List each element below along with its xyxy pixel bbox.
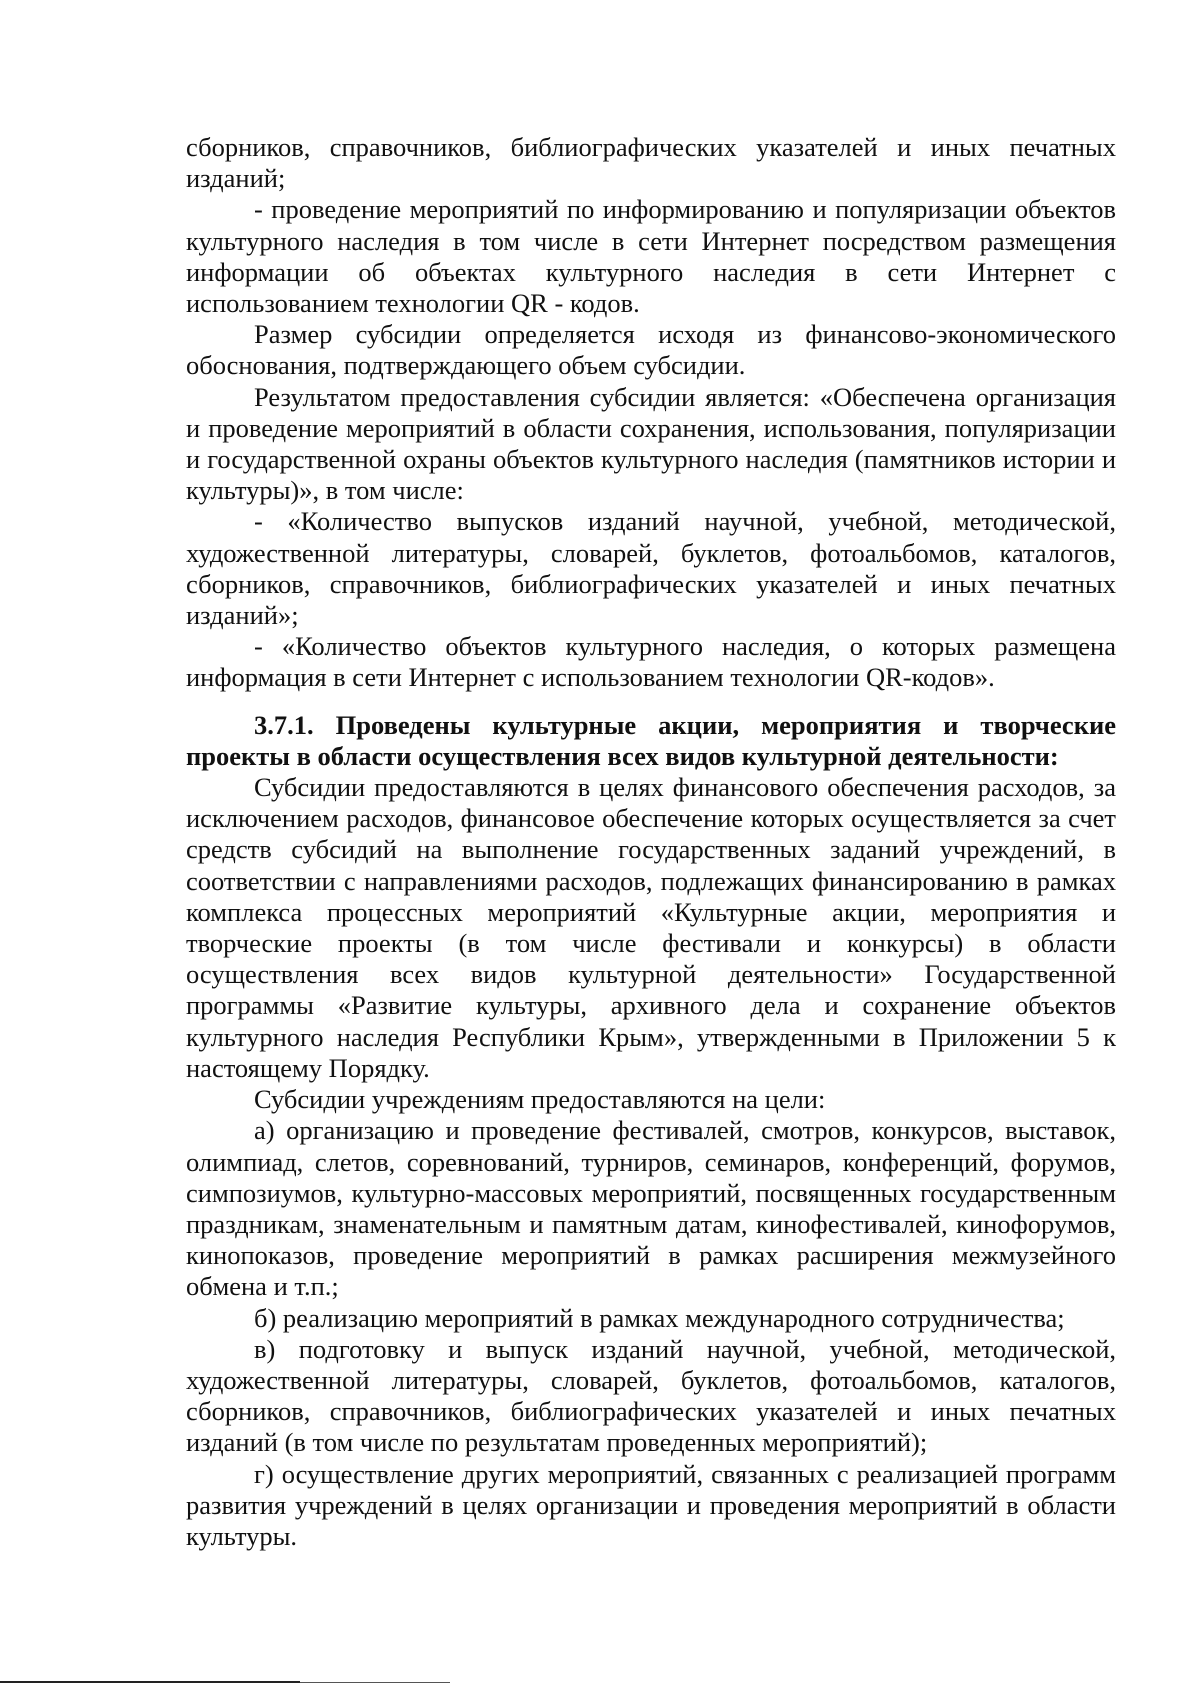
list-item-v: в) подготовку и выпуск изданий научной, учебной, методической, художественной литературы, словарей, буклетов, фотоальбомов, каталогов, сборников, справочников, библиографических указателей и иных печатных изданий (в том числе по результатам проведенных мероприятий);: [186, 1333, 1116, 1458]
paragraph-subsidy-result: Результатом предоставления субсидии является: «Обеспечена организация и проведение мероприятий в области сохранения, использования, популяризации и государственной охраны объектов культурного наследия (памятников истории и культуры)», в том числе:: [186, 381, 1116, 506]
paragraph-continuation: сборников, справочников, библиографических указателей и иных печатных изданий;: [186, 132, 1116, 194]
document-page: [186, 132, 1116, 1552]
paragraph-goals-intro: Субсидии учреждениям предоставляются на цели:: [254, 1084, 826, 1115]
paragraph-subsidy-purpose: Субсидии предоставляются в целях финансового обеспечения расходов, за исключением расходов, финансовое обеспечение которых осуществляется за счет средств субсидий на выполнение государственных заданий учреждений, в соответствии с направлениями расходов, подлежащих финансированию в рамках комплекса процессных мероприятий «Культурные акции, мероприятия и творческие проекты (в том числе фестивали и конкурсы) в области осуществления всех видов культурной деятельности» Государственной программы «Развитие культуры, архивного дела и сохранение объектов культурного наследия Республики Крым», утвержденными в Приложении 5 к настоящему Порядку.: [186, 772, 1116, 1083]
paragraph-result-publications: - «Количество выпусков изданий научной, учебной, методической, художественной литературы, словарей, буклетов, фотоальбомов, каталогов, сборников, справочников, библиографических указателей и иных печатных изданий»;: [186, 506, 1116, 631]
paragraph-qr-events: - проведение мероприятий по информированию и популяризации объектов культурного наследия в том числе в сети Интернет посредством размещения информации об объектах культурного наследия в сети Интернет с использованием технологии QR - кодов.: [186, 194, 1116, 319]
scan-edge-line: [0, 1681, 300, 1683]
section-heading-3-7-1: 3.7.1. Проведены культурные акции, мероприятия и творческие проекты в области осуществления всех видов культурной деятельности:: [186, 709, 1116, 771]
list-item-a: а) организацию и проведение фестивалей, смотров, конкурсов, выставок, олимпиад, слетов, соревнований, турниров, семинаров, конференций, форумов, симпозиумов, культурно-массовых мероприятий, посвященных государственным праздникам, знаменательным и памятным датам, кинофестивалей, кинофорумов, кинопоказов, проведение мероприятий в рамках расширения межмузейного обмена и т.п.;: [186, 1115, 1116, 1302]
scan-edge-line-faint: [300, 1682, 450, 1683]
list-item-b: б) реализацию мероприятий в рамках международного сотрудничества;: [254, 1302, 1065, 1333]
list-item-g: г) осуществление других мероприятий, связанных с реализацией программ развития учреждений в целях организации и проведения мероприятий в области культуры.: [186, 1458, 1116, 1551]
paragraph-subsidy-size: Размер субсидии определяется исходя из финансово-экономического обоснования, подтверждающего объем субсидии.: [186, 319, 1116, 381]
paragraph-result-qr: - «Количество объектов культурного наследия, о которых размещена информация в сети Интернет с использованием технологии QR-кодов».: [186, 631, 1116, 693]
